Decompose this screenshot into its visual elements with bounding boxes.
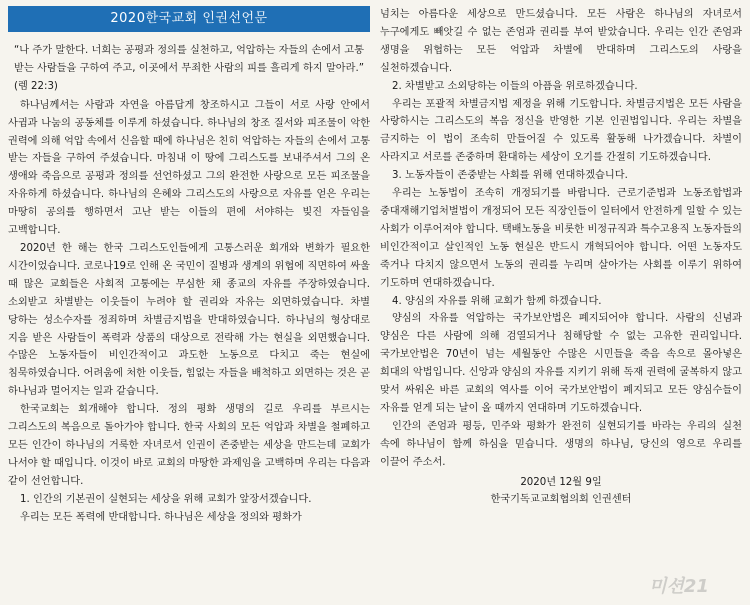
paragraph-repentance: 한국교회는 회개해야 합니다. 정의 평화 생명의 길로 우리를 부르시는 그리스도의 복음으로 돌아가야 합니다. 한국 사회의 모든 억압과 차별을 철폐하고 모든 인간이 하나님의 거룩한 자녀로서 인권이 존중받는 세상을 만드는데 교회가 나서야 할 때입니다. 이것이 바로 교회의 마땅한 과제임을 고백하며 우리는 다음과 같이 선언합니다. xyxy=(8,404,371,487)
declaration-item-1-body-continued: 넘치는 아름다운 세상으로 만드셨습니다. 모든 사람은 하나님의 자녀로서 누구에게도 빼앗길 수 없는 존엄과 권리를 부여 받았습니다. 우리는 인간 존엄과 생명을 위협하는 모든 억압과 차별에 반대하며 그리스도의 사랑을 실천하겠습니다. xyxy=(380,9,742,74)
declaration-item-3-body: 우리는 노동법이 조속히 개정되기를 바랍니다. 근로기준법과 노동조합법과 중대재해기업처벌법이 개정되어 모든 직장인들이 일터에서 안전하게 일할 수 있는 사회가 이루어져야 합니다. 택배노동을 비롯한 비정규직과 특수고용직 노동자들의 비인간적이고 살인적인 노동 현실은 반드시 개혁되어야 합니다. 어떤 노동자도 죽거나 다치지 않으면서 노동의 권리를 누리며 살아가는 사회를 이루기 위하여 기도하며 연대하겠습니다. xyxy=(380,188,742,289)
declaration-title: 2020한국교회 인권선언문 xyxy=(8,6,370,32)
declaration-item-2-heading: 2. 차별받고 소외당하는 이들의 아픔을 위로하겠습니다. xyxy=(392,80,638,92)
paragraph-creation: 하나님께서는 사람과 자연을 아름답게 창조하시고 그들이 서로 사랑 안에서 사귐과 나눔의 공동체를 이루게 하셨습니다. 하나님의 창조 질서와 피조물이 악한 권력에 의해 억압 속에서 신음할 때에 하나님은 친히 억압하는 자들의 손에서 고통 받는 자들을 구하여 주셨습니다. 마침내 이 땅에 그리스도를 보내주셔서 그의 온 생애와 죽음으로 공평과 정의를 선언하셨고 그의 완전한 사랑으로 모든 피조물을 자유하게 하셨습니다. 하나님의 은혜와 그리스도의 사랑으로 자유를 얻은 우리는 마땅히 공의를 행하면서 고난 받는 이들의 편에 서야하는 빚진 자들임을 고백합니다. xyxy=(8,99,371,237)
declaration-item-4-heading: 4. 양심의 자유를 위해 교회가 함께 하겠습니다. xyxy=(392,295,602,307)
declaration-item-3-heading: 3. 노동자들이 존중받는 사회를 위해 연대하겠습니다. xyxy=(392,170,628,182)
signature-block xyxy=(380,474,742,510)
mission21-watermark-logo xyxy=(624,571,734,599)
declaration-date: 2020년 12월 9일 xyxy=(520,476,602,488)
declaration-item-4-body: 양심의 자유를 억압하는 국가보안법은 폐지되어야 합니다. 사람의 신념과 양심은 다른 사람에 의해 검열되거나 침해당할 수 없는 고유한 권리입니다. 국가보안법은 70년이 넘는 세월동안 수많은 시민들을 죽음 속으로 몰아넣은 희대의 악법입니다. 신앙과 양심의 자유를 지키기 위해 독재 권력에 굴복하지 않고 맞서 싸워온 바른 교회의 역사를 이어 국가보안법이 폐지되고 모든 양심수들이 자유를 얻게 되는 날이 올 때까지 연대하며 기도하겠습니다. xyxy=(380,313,742,414)
watermark-text: 미션21 xyxy=(649,576,709,597)
issuing-organization: 한국기독교교회협의회 인권센터 xyxy=(490,494,632,506)
paragraph-2020-reflection: 2020년 한 해는 한국 그리스도인들에게 고통스러운 회개와 변화가 필요한 시간이었습니다. 코로나19로 인해 온 국민이 질병과 생계의 위협에 직면하여 싸울 때 많은 교회들은 사회적 고통에는 무심한 채 종교의 자유를 주장하였습니다. 소외받고 차별받는 이웃들이 누려야 할 권리와 자유는 외면하였습니다. 차별 당하는 성소수자를 정죄하며 차별금지법을 반대하였습니다. 하나님의 형상대로 지음 받은 사람들이 폭력과 상품의 대상으로 전락해 가는 현실을 외면했습니다. 수많은 노동자들이 비인간적이고 과도한 노동으로 다치고 죽는 현실에 침묵하였습니다. 어려움에 처한 이웃들, 힘없는 자들을 배척하고 외면하는 것은 곧 하나님과 멀어지는 일과 같습니다. xyxy=(8,242,370,398)
closing-prayer: 인간의 존엄과 평등, 민주와 평화가 완전히 실현되기를 바라는 우리의 실천 속에 하나님이 함께 하심을 믿습니다. 생명의 하나님, 당신의 영으로 우리를 이끌어 주소서. xyxy=(380,420,742,468)
declaration-item-1-body-start: 우리는 모든 폭력에 반대합니다. 하나님은 세상을 정의와 평화가 xyxy=(20,511,302,523)
declaration-item-1-heading: 1. 인간의 기본권이 실현되는 세상을 위해 교회가 앞장서겠습니다. xyxy=(20,493,312,505)
right-column xyxy=(380,6,742,509)
declaration-item-2-body: 우리는 포괄적 차별금지법 제정을 위해 기도합니다. 차별금지법은 모든 사람을 사랑하시는 그리스도의 복음 정신을 반영한 기본 인권법입니다. 우리는 차별을 금지하는 이 법이 조속히 만들어질 수 있도록 활동해 나가겠습니다. 차별이 사라지고 서로를 존중하며 환대하는 세상이 오기를 간절히 기도하겠습니다. xyxy=(380,98,742,164)
left-column xyxy=(8,6,370,526)
scripture-quote: “나 주가 말한다. 너희는 공평과 정의를 실천하고, 억압하는 자들의 손에서 고통 받는 사람들을 구하여 주고, 이곳에서 무죄한 사람의 피를 흘리게 하지 말아라.” (렘 22:3) xyxy=(14,45,364,92)
